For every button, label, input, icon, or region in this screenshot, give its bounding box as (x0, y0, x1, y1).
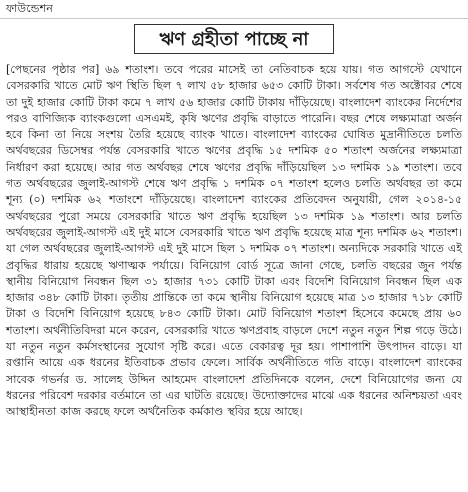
article-headline: ঋণ গ্রহীতা পাচ্ছে না (134, 24, 334, 54)
section-label: ফাউন্ডেশন (6, 2, 54, 15)
top-divider (0, 18, 468, 19)
article-body (4, 62, 464, 421)
article-body-text: ৬৯ শতাংশ। তবে পরের মাসেই তা নেতিবাচক হয়ে যায়। গত আগস্টে যেখানে বেসরকারি খাতে মোট ঋণ স্থিতি ছিল ৭ লাখ ৫৮ হাজার ৬৫৩ কোটি টাকা। সর্বশেষ গত অক্টোবর শেষে তা দুই হাজার কোটি টাকা কমে ৭ লাখ ৫৬ হাজার কোটি টাকায় দাঁড়িয়েছে। বাংলাদেশ ব্যাংকের নির্দেশের পরও বাণিজ্যিক ব্যাংকগুলো এসএমই, কৃষি ঋণের প্রবৃদ্ধি বাড়াতে পারেনি। বছর শেষে লক্ষ্যমাত্রা অর্জন হবে কিনা তা নিয়ে সংশয় তৈরি হয়েছে ব্যাংক খাতে। বাংলাদেশ ব্যাংকের ঘোষিত মুদ্রানীতিতে চলতি অর্থবছরের ডিসেম্বর পর্যন্ত বেসরকারি খাতে ঋণের প্রবৃদ্ধি ১৫ দশমিক ৫০ শতাংশ অর্জনের লক্ষ্যমাত্রা নির্ধারণ করা হয়েছে। আর গত অর্থবছর শেষে ঋণের প্রবৃদ্ধি দাঁড়িয়েছিল ১৩ দশমিক ১৯ শতাংশ। তবে গত অর্থবছরের জুলাই-আগস্ট শেষে ঋণ প্রবৃদ্ধি ১ দশমিক ০৭ শতাংশ হলেও চলতি অর্থবছর তা কমে শূন্য (০) দশমিক ৬২ শতাংশে দাঁড়িয়েছে। বাংলাদেশ ব্যাংকের প্রতিবেদন অনুযায়ী, গেল ২০১৪-১৫ অর্থবছরের পুরো সময়ে বেসরকারি খাতে ঋণ প্রবৃদ্ধি হয়েছিল ১৩ দশমিক ১৯ শতাংশ। আর চলতি অর্থবছরের জুলাই-আগস্ট এই দুই মাসে বেসরকারি খাতে ঋণ প্রবৃদ্ধি হয়েছে মাত্র শূন্য দশমিক ৬২ শতাংশ। যা গেল অর্থবছরের জুলাই-আগস্ট এই দুই মাসে ছিল ১ দশমিক ০৭ শতাংশ। অন্যদিকে সরকারি খাতে এই প্রবৃদ্ধির ধারায় হয়েছে ঋণাত্মক পর্যায়ে। বিনিয়োগ বোর্ড সূত্রে জানা গেছে, চলতি বছরের জুন পর্যন্ত স্থানীয় বিনিয়োগ নিবন্ধন ছিল ৩১ হাজার ৭৩১ কোটি টাকা এবং বিদেশি বিনিয়োগ নিবন্ধন ছিল এক হাজার ৩৪৮ কোটি টাকা। তৃতীয় প্রান্তিকে তা কমে স্থানীয় বিনিয়োগ হয়েছে মাত্র ১৩ হাজার ৭১৮ কোটি টাকা ও বিদেশি বিনিয়োগ হয়েছে ৮৪৩ কোটি টাকা। মোট বিনিয়োগ শতাংশ হিসেবে কমেছে প্রায় ৬০ শতাংশ। অর্থনীতিবিদরা মনে করেন, বেসরকারি খাতে ঋণপ্রবাহ বাড়লে দেশে নতুন নতুন শিল্প গড়ে উঠে। যা নতুন নতুন কর্মসংস্থানের সুযোগ সৃষ্টি করে। এতে বেকারত্ব দূর হয়। পাশাপাশি উৎপাদন বাড়ে। যা রপ্তানি আয়ে এক ধরনের ইতিবাচক প্রভাব ফেলে। সার্বিক অর্থনীতিতে গতি বাড়ে। বাংলাদেশ ব্যাংকের সাবেক গভর্নর ড. সালেহ উদ্দিন আহমেদ বাংলাদেশ প্রতিদিনকে বলেন, দেশে বিনিয়োগের জন্য যে ধরনের পরিবেশ দরকার বর্তমানে তা এর ঘাটতি রয়েছে। উদ্যোক্তাদের মাঝে এক ধরনের অনিশ্চয়তা এবং আস্থাহীনতা কাজ করছে ফলে অর্থনৈতিক কর্মকাণ্ড স্থবির হয়ে আছে। (6, 63, 462, 419)
continuation-marker: [পেছনের পৃষ্ঠার পর] (6, 63, 106, 76)
